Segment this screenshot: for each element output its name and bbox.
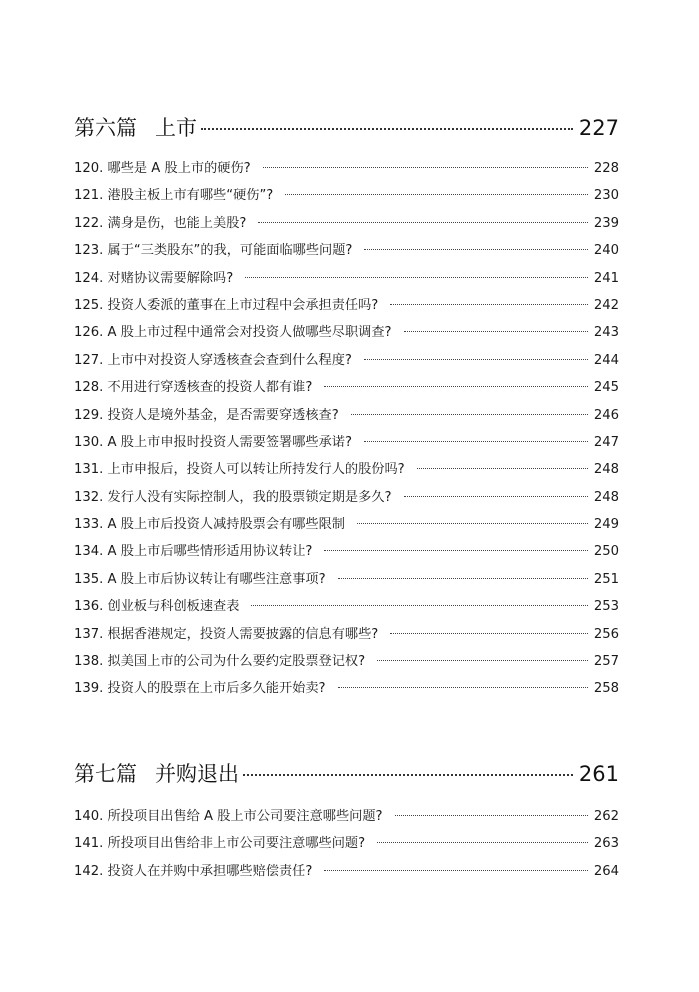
section-label: 第六篇 (74, 116, 137, 140)
toc-entry-title: 121. 港股主板上市有哪些“硬伤”? (74, 188, 274, 204)
toc-entry-page: 246 (593, 407, 619, 423)
dot-leader (364, 359, 588, 360)
toc-entry[interactable] (74, 650, 619, 677)
toc-entry-page: 256 (593, 626, 619, 642)
toc-entry-page: 247 (593, 434, 619, 450)
section-page-number: 261 (578, 762, 619, 786)
section-label: 第七篇 (74, 762, 137, 786)
toc-entry-title: 127. 上市中对投资人穿透核查会查到什么程度? (74, 352, 352, 368)
dot-leader (338, 578, 588, 579)
toc-entry-title: 128. 不用进行穿透核查的投资人都有谁? (74, 380, 313, 396)
toc-entry[interactable] (74, 349, 619, 376)
toc-section-6 (74, 112, 619, 705)
toc-entry-page: 228 (593, 161, 619, 176)
toc-entry-page: 242 (593, 297, 619, 313)
dot-leader (243, 774, 573, 776)
dot-leader (285, 194, 588, 195)
toc-entry-title: 122. 满身是伤，也能上美股? (74, 215, 247, 231)
toc-entry-page: 244 (593, 352, 619, 368)
dot-leader (263, 167, 588, 168)
toc-entry[interactable] (74, 513, 619, 540)
toc-entry[interactable] (74, 458, 619, 485)
toc-entry-page: 245 (593, 380, 619, 396)
toc-entry-page: 239 (593, 215, 619, 231)
toc-entry-title: 123. 属于“三类股东”的我，可能面临哪些问题? (74, 243, 353, 259)
toc-entry-title: 137. 根据香港规定，投资人需要披露的信息有哪些? (74, 626, 379, 642)
toc-entry[interactable] (74, 376, 619, 403)
toc-entry-page: 262 (593, 809, 619, 824)
toc-entry[interactable] (74, 404, 619, 431)
toc-entry[interactable] (74, 486, 619, 513)
toc-entry[interactable] (74, 431, 619, 458)
toc-entry-title: 139. 投资人的股票在上市后多久能开始卖? (74, 681, 326, 697)
toc-entry-title: 125. 投资人委派的董事在上市过程中会承担责任吗? (74, 297, 379, 313)
toc-entry[interactable] (74, 805, 619, 832)
toc-entry[interactable] (74, 239, 619, 266)
dot-leader (245, 277, 588, 278)
dot-leader (395, 815, 588, 816)
toc-entry[interactable] (74, 595, 619, 622)
toc-entry-title: 124. 对赌协议需要解除吗? (74, 270, 234, 286)
toc-entry-page: 251 (593, 571, 619, 587)
dot-leader (364, 249, 587, 250)
toc-entry[interactable] (74, 321, 619, 348)
toc-entry-page: 240 (593, 243, 619, 259)
toc-entry-title: 141. 所投项目出售给非上市公司要注意哪些问题? (74, 836, 366, 852)
toc-entry[interactable] (74, 832, 619, 859)
toc-entry-title: 120. 哪些是 A 股上市的硬伤? (74, 161, 251, 176)
dot-leader (364, 441, 588, 442)
dot-leader (417, 468, 588, 469)
toc-entry[interactable] (74, 267, 619, 294)
section-heading[interactable] (74, 112, 619, 146)
dot-leader (324, 550, 587, 551)
toc-entry-title: 142. 投资人在并购中承担哪些赔偿责任? (74, 863, 313, 879)
toc-entry-page: 248 (593, 462, 619, 478)
dot-leader (324, 386, 587, 387)
toc-list (74, 805, 619, 887)
dot-leader (404, 496, 588, 497)
toc-entry-title: 135. A 股上市后协议转让有哪些注意事项? (74, 571, 326, 587)
toc-entry-page: 264 (593, 863, 619, 879)
toc-entry-page: 241 (593, 270, 619, 286)
toc-entry[interactable] (74, 212, 619, 239)
dot-leader (390, 304, 588, 305)
toc-entry[interactable] (74, 677, 619, 704)
dot-leader (377, 660, 588, 661)
dot-leader (201, 128, 573, 130)
toc-entry-title: 132. 发行人没有实际控制人，我的股票锁定期是多久? (74, 489, 392, 505)
toc-entry[interactable] (74, 184, 619, 211)
toc-entry-page: 249 (593, 517, 619, 533)
dot-leader (390, 633, 588, 634)
toc-entry[interactable] (74, 540, 619, 567)
toc-entry-page: 230 (593, 188, 619, 204)
toc-entry-page: 253 (593, 599, 619, 615)
dot-leader (351, 414, 588, 415)
toc-entry[interactable] (74, 860, 619, 887)
toc-entry[interactable] (74, 623, 619, 650)
toc-entry-title: 133. A 股上市后投资人减持股票会有哪些限制 (74, 517, 345, 533)
toc-entry-title: 129. 投资人是境外基金，是否需要穿透核查? (74, 407, 339, 423)
section-title: 并购退出 (155, 762, 239, 786)
toc-entry-page: 257 (593, 654, 619, 670)
toc-entry[interactable] (74, 568, 619, 595)
dot-leader (404, 331, 588, 332)
dot-leader (377, 842, 588, 843)
toc-entry-title: 138. 拟美国上市的公司为什么要约定股票登记权? (74, 654, 366, 670)
toc-entry-title: 140. 所投项目出售给 A 股上市公司要注意哪些问题? (74, 809, 383, 824)
toc-entry-page: 263 (593, 836, 619, 852)
toc-section-7 (74, 758, 619, 887)
dot-leader (338, 687, 588, 688)
section-title: 上市 (155, 116, 197, 140)
dot-leader (251, 605, 587, 606)
toc-entry-page: 248 (593, 489, 619, 505)
toc-entry-title: 136. 创业板与科创板速查表 (74, 599, 240, 615)
dot-leader (258, 222, 587, 223)
toc-entry-title: 130. A 股上市申报时投资人需要签署哪些承诺? (74, 434, 352, 450)
toc-entry-page: 258 (593, 681, 619, 697)
dot-leader (324, 870, 587, 871)
section-heading[interactable] (74, 758, 619, 792)
toc-list (74, 157, 619, 705)
toc-entry-page: 243 (593, 325, 619, 341)
dot-leader (357, 523, 588, 524)
toc-entry-page: 250 (593, 544, 619, 560)
toc-entry-title: 134. A 股上市后哪些情形适用协议转让? (74, 544, 313, 560)
toc-entry-title: 131. 上市申报后，投资人可以转让所持发行人的股份吗? (74, 462, 405, 478)
section-page-number: 227 (578, 116, 619, 140)
toc-entry[interactable] (74, 294, 619, 321)
toc-entry[interactable] (74, 157, 619, 184)
toc-entry-title: 126. A 股上市过程中通常会对投资人做哪些尽职调查? (74, 325, 392, 341)
